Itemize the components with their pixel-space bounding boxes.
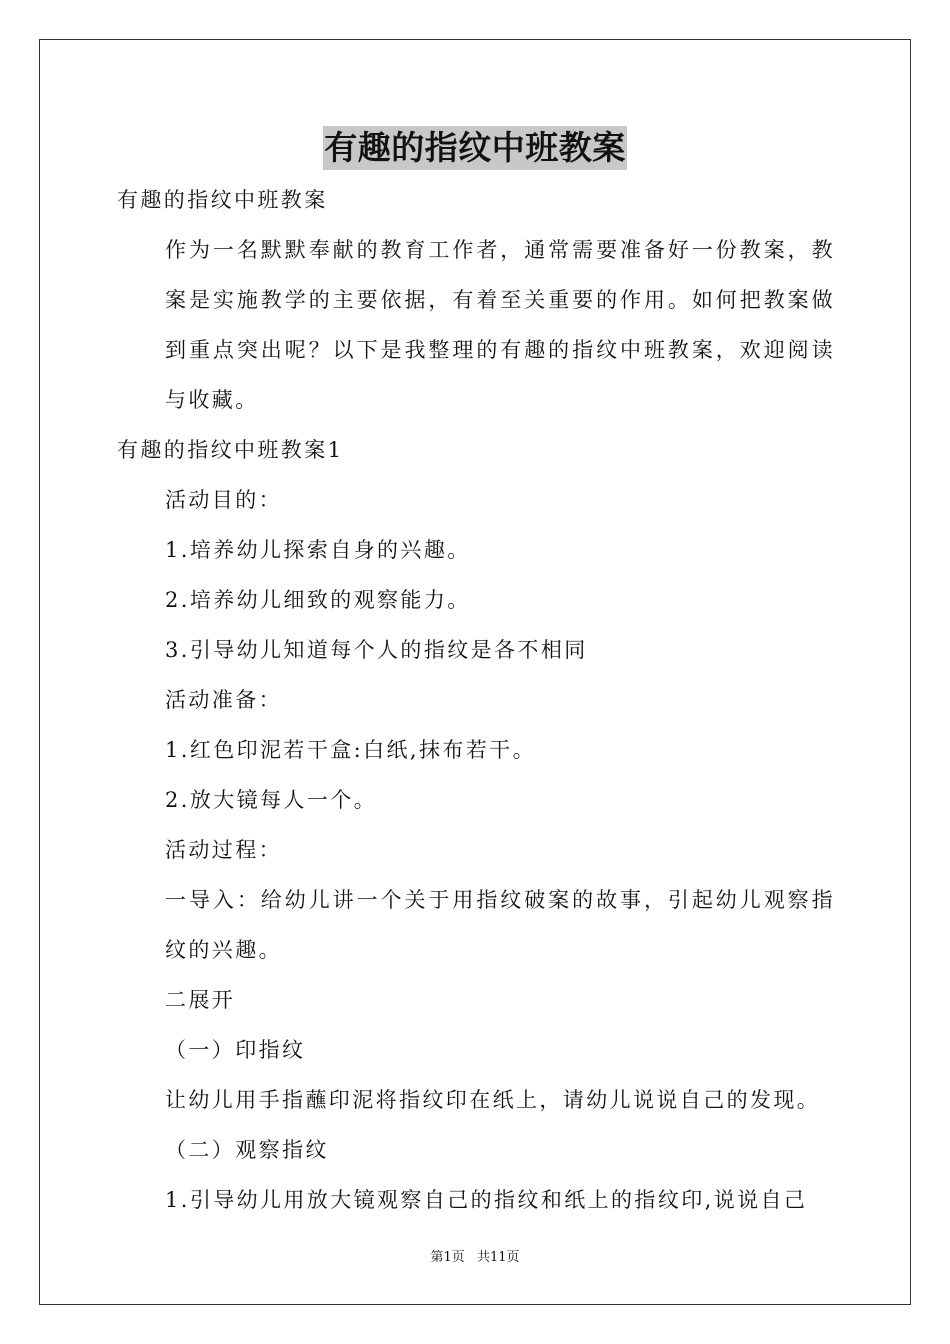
subsection-print-heading: （一）印指纹	[165, 1038, 306, 1062]
goal-item-2: 2.培养幼儿细致的观察能力。	[165, 588, 471, 612]
page-number: 第1页	[430, 1250, 465, 1265]
activity-process-heading: 活动过程：	[165, 838, 282, 862]
page-footer	[0, 1246, 950, 1265]
process-expand-heading: 二展开	[165, 988, 236, 1012]
document-body	[117, 175, 835, 1225]
section-heading: 有趣的指纹中班教案1	[117, 438, 344, 462]
goal-item-3: 3.引导幼儿知道每个人的指纹是各不相同	[165, 638, 588, 662]
prep-item-2: 2.放大镜每人一个。	[165, 788, 378, 812]
print-paragraph: 让幼儿用手指蘸印泥将指纹印在纸上，请幼儿说说自己的发现。	[165, 1088, 821, 1112]
page-total: 共11页	[476, 1250, 520, 1265]
document-title: 有趣的指纹中班教案	[323, 126, 627, 170]
process-intro-paragraph: 一导入：给幼儿讲一个关于用指纹破案的故事，引起幼儿观察指纹的兴趣。	[165, 888, 835, 962]
observe-item-1: 1.引导幼儿用放大镜观察自己的指纹和纸上的指纹印,说说自己	[165, 1188, 808, 1212]
subsection-observe-heading: （二）观察指纹	[165, 1138, 329, 1162]
prep-item-1: 1.红色印泥若干盒:白纸,抹布若干。	[165, 738, 536, 762]
activity-prep-heading: 活动准备：	[165, 688, 282, 712]
intro-paragraph: 作为一名默默奉献的教育工作者，通常需要准备好一份教案，教案是实施教学的主要依据，有着至关重要的作用。如何把教案做到重点突出呢？以下是我整理的有趣的指纹中班教案，欢迎阅读与收藏。	[165, 238, 835, 412]
activity-goal-heading: 活动目的：	[165, 488, 282, 512]
goal-item-1: 1.培养幼儿探索自身的兴趣。	[165, 538, 471, 562]
subtitle-paragraph: 有趣的指纹中班教案	[117, 188, 328, 212]
document-title-area	[0, 126, 950, 170]
